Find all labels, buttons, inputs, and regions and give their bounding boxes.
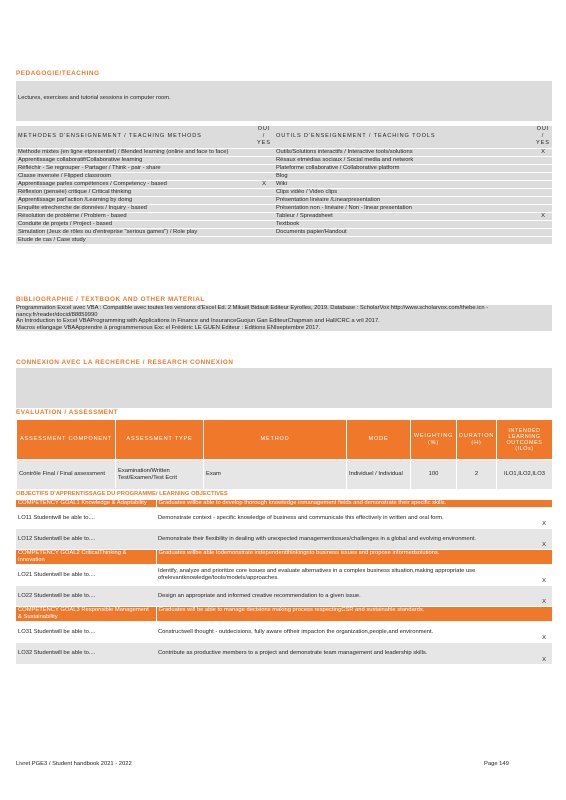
tool-check bbox=[534, 228, 552, 236]
teaching-method: Apprentissage collaboratif/Collaborative learning bbox=[16, 156, 254, 164]
methods-row bbox=[16, 196, 552, 204]
bibliography-item: Macros etlangage VBAApprendre à programmersous Exc el Frédéric LE GUEN Editeur : Editions ENIseptembre 2017. bbox=[16, 325, 552, 332]
method-check bbox=[254, 220, 274, 228]
method-header: METHOD bbox=[204, 420, 347, 460]
tool-check bbox=[534, 236, 552, 244]
competency-goal-row bbox=[16, 607, 552, 622]
teaching-tool: Plateforme collaborative / Collaborative platform bbox=[274, 164, 534, 172]
methods-table bbox=[16, 126, 552, 245]
methods-row bbox=[16, 148, 552, 156]
learning-outcome-description: Design an appropriate and informed creative recommendation to a given issue. bbox=[156, 586, 536, 607]
method-check bbox=[254, 188, 274, 196]
learning-outcome-description: Constructwell thought - outdecisions, fully aware oftheir impacton the organization,people,and environment. bbox=[156, 622, 536, 643]
methods-row bbox=[16, 188, 552, 196]
methods-row bbox=[16, 172, 552, 180]
method-check bbox=[254, 236, 274, 244]
assessment-weighting: 100 bbox=[411, 460, 457, 490]
learning-outcome-check: X bbox=[536, 565, 552, 586]
pedagogie-box bbox=[16, 81, 552, 121]
learning-outcome-description: Contribute as productive members to a project and demonstrate team management and leadership skills. bbox=[156, 643, 536, 664]
teaching-method: Résolution de problème / Problem - based bbox=[16, 212, 254, 220]
learning-outcome-row bbox=[16, 508, 552, 529]
teaching-tool: Présentation non - linéaire / Non - linear presentation bbox=[274, 204, 534, 212]
tool-check bbox=[534, 164, 552, 172]
bibliography-list bbox=[16, 305, 552, 331]
assessment-mode: Individuel / Individual bbox=[347, 460, 411, 490]
evaluation-title: EVALUATION / ASSESSMENT bbox=[16, 409, 119, 416]
assessment-component: Contrôle Final / Final assessment bbox=[17, 460, 116, 490]
learning-outcome-check: X bbox=[536, 586, 552, 607]
method-check bbox=[254, 228, 274, 236]
teaching-method: Réfléchir - Se regrouper - Partager / Think - pair - share bbox=[16, 164, 254, 172]
assessment-table bbox=[16, 419, 553, 490]
teaching-method: Apprentissage parl'action /Learning by doing bbox=[16, 196, 254, 204]
competency-goal-description: Graduates will be able to manage decisions making process respectingCSR and sustainable standards. bbox=[156, 607, 552, 622]
teaching-method: Apprentissage parles compétences / Competency - based bbox=[16, 180, 254, 188]
learning-outcome-description: Demonstrate their flexibility in dealing with unexpected managementissues/challenges in a global and evolving environment. bbox=[156, 529, 536, 550]
teaching-tool: Clips vidéo / Video clips bbox=[274, 188, 534, 196]
competency-goal: COMPETENCY GOAL1 Knowledge & Adaptability bbox=[16, 500, 156, 508]
teaching-tool: Tableur / Spreadsheet bbox=[274, 212, 534, 220]
methods-row bbox=[16, 212, 552, 220]
bibliography-title: BIBLIOGRAPHIE / TEXTBOOK AND OTHER MATERIAL bbox=[16, 296, 205, 303]
component-header: ASSESSMENT COMPONENT bbox=[17, 420, 116, 460]
assessment-type: Examination/Written Test/Examen/Test Ecrit bbox=[116, 460, 204, 490]
learning-outcome-check: X bbox=[536, 529, 552, 550]
methods-row bbox=[16, 156, 552, 164]
methods-row bbox=[16, 164, 552, 172]
tools-yes-header: OUI / YES bbox=[534, 126, 552, 148]
teaching-tool: Outils/Solutions interactifs / Interactive tools/solutions bbox=[274, 148, 534, 156]
methods-row bbox=[16, 180, 552, 188]
pedagogie-title: PEDAGOGIE/TEACHING bbox=[16, 70, 100, 77]
learning-outcome-check: X bbox=[536, 508, 552, 529]
methods-row bbox=[16, 228, 552, 236]
competency-goal: COMPETENCY GOAL2 CriticalThinking & Innovation bbox=[16, 550, 156, 565]
tool-check bbox=[534, 172, 552, 180]
teaching-tool: Textbook bbox=[274, 220, 534, 228]
tool-check: X bbox=[534, 148, 552, 156]
competency-goal-description: Graduates willbe able to develop thorough knowledge inmanagement fields and demonstrate their specific skills. bbox=[156, 500, 552, 508]
type-header: ASSESSMENT TYPE bbox=[116, 420, 204, 460]
methods-header: METHODES D'ENSEIGNEMENT / TEACHING METHODS bbox=[16, 126, 254, 148]
teaching-method: Methode mixtes (en ligne etpresentiel) / Blended learning (online and face to face) bbox=[16, 148, 254, 156]
bibliography-item: An Introduction to Excel VBAProgramming:with Applications in Finance and InsuranceGuojun Gan EditeurChapman and Hall/CRC a vril 2017. bbox=[16, 318, 552, 325]
teaching-tool bbox=[274, 236, 534, 244]
method-check bbox=[254, 164, 274, 172]
teaching-method: Conduite de projets / Project - based bbox=[16, 220, 254, 228]
methods-row bbox=[16, 220, 552, 228]
methods-row bbox=[16, 236, 552, 244]
learning-outcome-check: X bbox=[536, 622, 552, 643]
teaching-tool: Résaux etmédias sociaux / Social media and network bbox=[274, 156, 534, 164]
methods-row bbox=[16, 204, 552, 212]
methods-yes-header: OUI / YES bbox=[254, 126, 274, 148]
learning-outcome-description: Identify, analyze and prioritize core issues and evaluate alternatives in a complex business situation,making appropriate use ofrelevantknowledge/tools/models/approaches. bbox=[156, 565, 536, 586]
learning-outcome-label: LO21 Studentwill be able to.... bbox=[16, 565, 156, 586]
pedagogie-text: Lectures, exercises and tutorial sessions in computer room. bbox=[18, 95, 171, 101]
learning-outcome-label: LO31 Studentwill be able to.... bbox=[16, 622, 156, 643]
learning-outcome-row bbox=[16, 529, 552, 550]
tool-check bbox=[534, 188, 552, 196]
tool-check: X bbox=[534, 212, 552, 220]
tools-header: OUTILS D'ENSEIGNEMENT / TEACHING TOOLS bbox=[274, 126, 534, 148]
objectives-title: OBJECTIFS D'APPRENTISSAGE DU PROGRAMME/ LEARNING OBJECTIVES bbox=[16, 491, 228, 497]
assessment-method: Exam bbox=[204, 460, 347, 490]
learning-outcome-label: LO12 Studentwill be able to.... bbox=[16, 529, 156, 550]
teaching-method: Réflexion (pensée) critique / Critical thinking bbox=[16, 188, 254, 196]
tool-check bbox=[534, 220, 552, 228]
learning-outcome-description: Demonstrate context - specific knowledge of business and communicate this effectively in written and oral form. bbox=[156, 508, 536, 529]
assessment-header bbox=[17, 420, 553, 460]
method-check: X bbox=[254, 180, 274, 188]
competency-goal-row bbox=[16, 550, 552, 565]
research-title: CONNEXION AVEC LA RECHERCHE / RESEARCH CONNEXION bbox=[16, 359, 234, 366]
competency-goal-row bbox=[16, 500, 552, 508]
learning-outcome-row bbox=[16, 565, 552, 586]
duration-header: DURATION (H) bbox=[457, 420, 497, 460]
method-check bbox=[254, 156, 274, 164]
research-box bbox=[16, 368, 552, 408]
learning-outcome-check: X bbox=[536, 643, 552, 664]
learning-outcome-row bbox=[16, 622, 552, 643]
tool-check bbox=[534, 204, 552, 212]
learning-outcome-label: LO32 Studentwill be able to.... bbox=[16, 643, 156, 664]
assessment-ilo: ILO1,ILO2,ILO3 bbox=[497, 460, 553, 490]
learning-outcome-row bbox=[16, 643, 552, 664]
method-check bbox=[254, 172, 274, 180]
teaching-method: Classe inversée / Flipped classroom bbox=[16, 172, 254, 180]
method-check bbox=[254, 148, 274, 156]
teaching-tool: Documents papier/Handout bbox=[274, 228, 534, 236]
page-number: Page 149 bbox=[484, 761, 509, 767]
method-check bbox=[254, 204, 274, 212]
mode-header: MODE bbox=[347, 420, 411, 460]
teaching-method: Enquête etrecherche de données / Inquiry - based bbox=[16, 204, 254, 212]
assessment-duration: 2 bbox=[457, 460, 497, 490]
teaching-tool: Blog bbox=[274, 172, 534, 180]
teaching-method: Etude de cas / Case study bbox=[16, 236, 254, 244]
learning-outcome-label: LO22 Studentwill be able to.... bbox=[16, 586, 156, 607]
method-check bbox=[254, 196, 274, 204]
competency-goal-description: Graduates willbe able todemonstrate independentthinkingnto business issues and propose informedsolutions. bbox=[156, 550, 552, 565]
footer-left: Livret PGE3 / Student handbook 2021 - 2022 bbox=[16, 761, 132, 767]
teaching-tool: Présentation linéaire /Linearpresentation bbox=[274, 196, 534, 204]
ilo-header: INTENDED LEARNING OUTCOMES (ILOs) bbox=[497, 420, 553, 460]
methods-table-header bbox=[16, 126, 552, 148]
method-check bbox=[254, 212, 274, 220]
teaching-method: Simulation (Jeux de rôles ou d'entreprise "serious games") / Role play bbox=[16, 228, 254, 236]
learning-outcome-row bbox=[16, 586, 552, 607]
teaching-tool: Wiki bbox=[274, 180, 534, 188]
tool-check bbox=[534, 180, 552, 188]
bibliography-item: Programmation Excel avec VBA : Compatible avec toutes les versions d'Excel Ed. 2 Mikaël Bidault Editeur Eyrolles, 2019. Database : ScholarVox http://www.scholarvox.com/thebe.icn - nancy.fr/reader/docid/88859990 bbox=[16, 305, 552, 318]
tool-check bbox=[534, 156, 552, 164]
assessment-row bbox=[17, 460, 553, 490]
tool-check bbox=[534, 196, 552, 204]
objectives-table bbox=[16, 499, 552, 664]
competency-goal: COMPETENCY GOAL3 Responsible Management & Sustainability bbox=[16, 607, 156, 622]
learning-outcome-label: LO11 Studentwill be able to.... bbox=[16, 508, 156, 529]
weighting-header: WEIGHTING (%) bbox=[411, 420, 457, 460]
